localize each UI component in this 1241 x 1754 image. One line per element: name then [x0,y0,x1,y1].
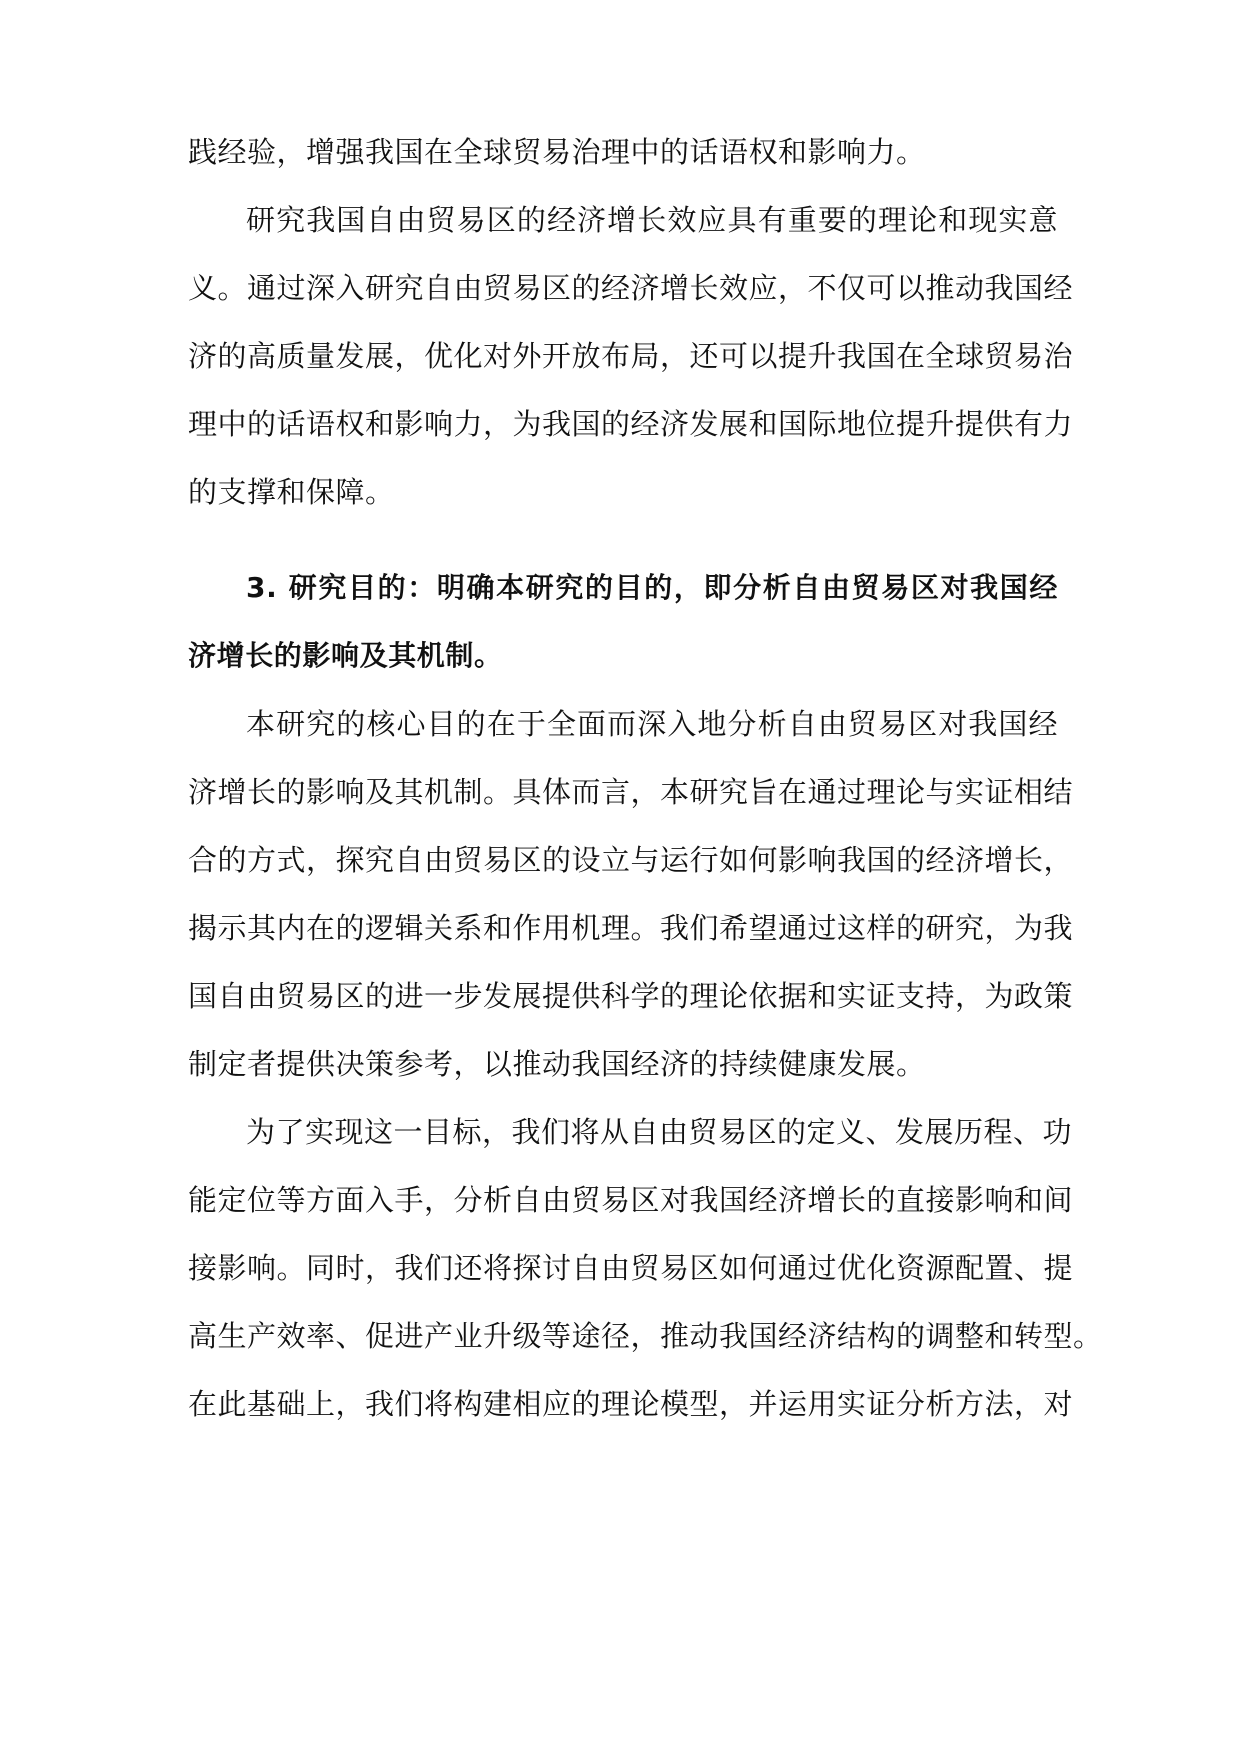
paragraph-line: 本研究的核心目的在于全面而深入地分析自由贸易区对我国经 [246,707,1058,741]
section-heading: 3. 研究目的：明确本研究的目的，即分析自由贸易区对我国经 [246,571,1058,604]
paragraph-line: 的支撑和保障。 [188,475,395,509]
paragraph-line: 济增长的影响及其机制。具体而言，本研究旨在通过理论与实证相结 [188,775,1074,809]
paragraph-line: 揭示其内在的逻辑关系和作用机理。我们希望通过这样的研究，为我 [188,911,1074,945]
paragraph-line: 义。通过深入研究自由贸易区的经济增长效应，不仅可以推动我国经 [188,271,1074,305]
paragraph-line: 研究我国自由贸易区的经济增长效应具有重要的理论和现实意 [246,203,1058,237]
paragraph-line: 为了实现这一目标，我们将从自由贸易区的定义、发展历程、功 [246,1115,1073,1149]
paragraph-line: 在此基础上，我们将构建相应的理论模型，并运用实证分析方法，对 [188,1387,1074,1421]
paragraph-line: 国自由贸易区的进一步发展提供科学的理论依据和实证支持，为政策 [188,979,1074,1013]
paragraph-line: 合的方式，探究自由贸易区的设立与运行如何影响我国的经济增长， [188,843,1074,877]
paragraph-line: 济的高质量发展，优化对外开放布局，还可以提升我国在全球贸易治 [188,339,1074,373]
paragraph-line: 接影响。同时，我们还将探讨自由贸易区如何通过优化资源配置、提 [188,1251,1074,1285]
paragraph-line: 理中的话语权和影响力，为我国的经济发展和国际地位提升提供有力 [188,407,1074,441]
paragraph-line: 高生产效率、促进产业升级等途径，推动我国经济结构的调整和转型。 [188,1319,1103,1353]
paragraph-line: 践经验，增强我国在全球贸易治理中的话语权和影响力。 [188,135,926,169]
paragraph-line: 能定位等方面入手，分析自由贸易区对我国经济增长的直接影响和间 [188,1183,1074,1217]
paragraph-line: 制定者提供决策参考，以推动我国经济的持续健康发展。 [188,1047,926,1081]
section-heading: 济增长的影响及其机制。 [188,639,503,672]
